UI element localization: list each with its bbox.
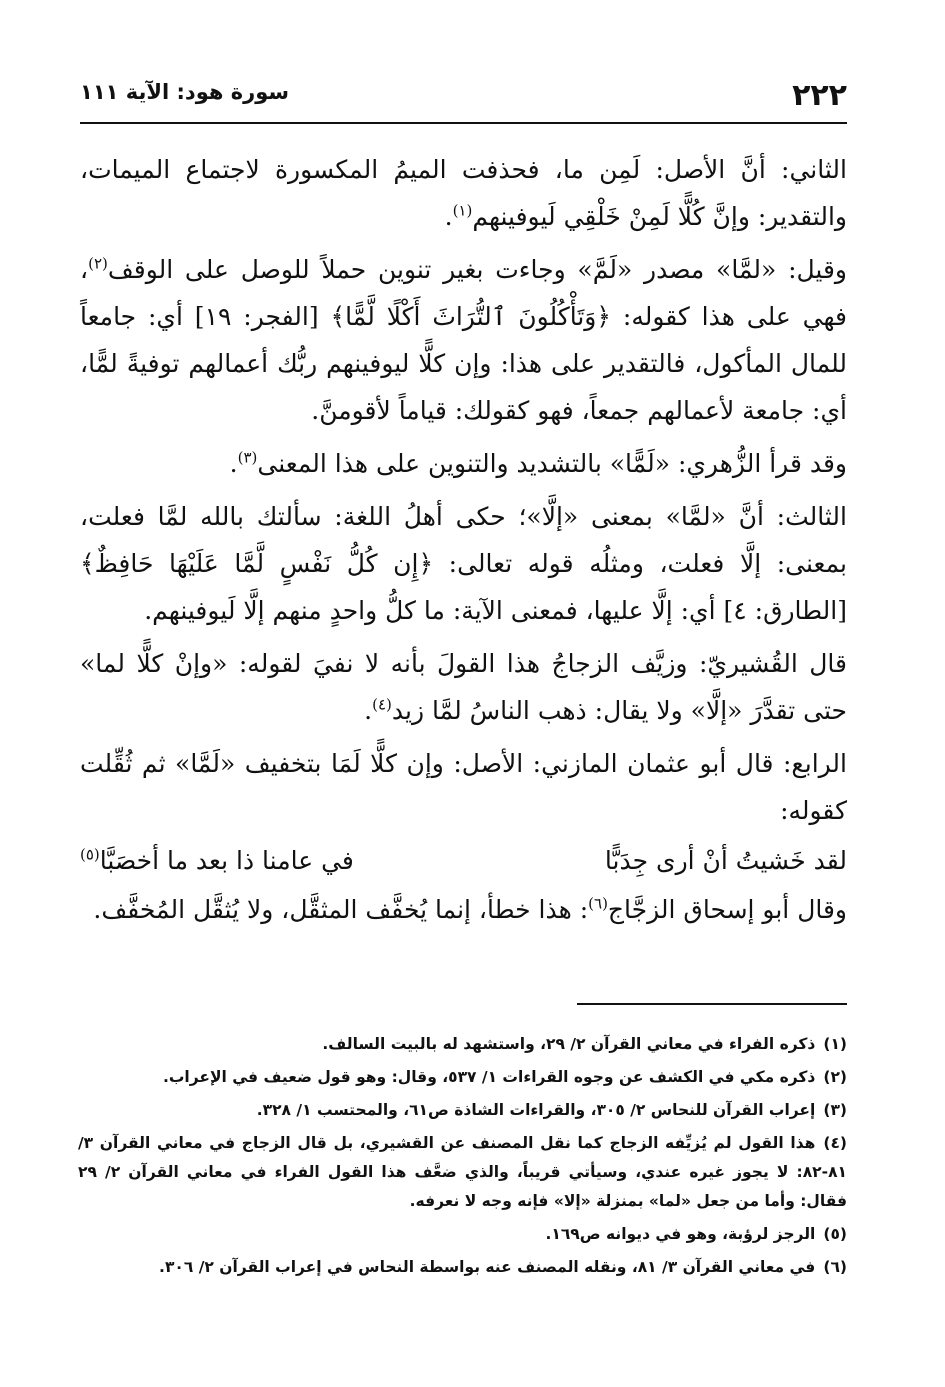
poetry-verse	[80, 836, 847, 886]
footnote-number: (١)	[823, 1035, 847, 1053]
footnote-ref[interactable]: (٦)	[588, 894, 608, 913]
paragraph-fourth: الرابع: قال أبو عثمان المازني: الأصل: وإن كلًّا لَمَا بتخفيف «لَمَّا» ثم ثُقِّلت كقوله:	[80, 749, 847, 825]
footnote-ref[interactable]: (٤)	[372, 695, 392, 714]
verse-second-hemistich: في عامنا ذا بعد ما أخصَبَّا$^{(٥)}$	[80, 845, 354, 875]
footnote-divider	[577, 1003, 847, 1005]
footnote-text: في معاني القرآن ٣/ ٨١، ونقله المصنف عنه بواسطة النحاس في إعراب القرآن ٢/ ٣٠٦.	[159, 1258, 816, 1276]
footnote-ref[interactable]: (١)	[452, 201, 473, 220]
paragraph-second: الثاني: أنَّ الأصل: لَمِن ما، فحذفت الميمُ المكسورة لاجتماع الميمات، والتقدير: وإنَّ كُلًّا لَمِنْ خَلْقِي لَيوفينهم$^{(١)}$.	[80, 155, 847, 231]
main-text	[80, 146, 847, 933]
footnote-2	[78, 1063, 847, 1092]
footnote-ref[interactable]: (٢)	[88, 254, 108, 273]
paragraph-third: الثالث: أنَّ «لمَّا» بمعنى «إلَّا»؛ حكى أهلُ اللغة: سألتك بالله لمَّا فعلت، بمعنى: إلَّا فعلت، ومثلُه قوله تعالى: ﴿إِن كُلُّ نَفْسٍ لَّمَّا عَلَيْهَا حَافِظٌ﴾ [الطارق: ٤] أي: إلَّا عليها، فمعنى الآية: ما كلُّ واحدٍ منهم إلَّا لَيوفينهم.	[80, 502, 847, 625]
footnote-ref[interactable]: (٣)	[237, 448, 258, 467]
footnote-text: ذكره مكي في الكشف عن وجوه القراءات ١/ ٥٣٧، وقال: وهو قول ضعيف في الإعراب.	[162, 1068, 816, 1086]
footnotes	[78, 1030, 847, 1286]
footnote-3	[78, 1096, 847, 1125]
running-title: سورة هود: الآية ١١١	[80, 80, 290, 104]
paragraph-zuhri: وقد قرأ الزُّهري: «لَمًّا» بالتشديد والتنوين على هذا المعنى$^{(٣)}$.	[229, 448, 847, 478]
footnote-number: (٤)	[823, 1134, 847, 1152]
footnote-1	[78, 1030, 847, 1059]
footnote-number: (٣)	[823, 1101, 847, 1119]
paragraph-masdar: وقيل: «لمَّا» مصدر «لَمَّ» وجاءت بغير تنوين حملاً للوصل على الوقف$^{(٢)}$، فهي على هذا كقوله: ﴿وَتَأْكُلُونَ ٱلتُّرَاثَ أَكْلًا لَّمًّا﴾ [الفجر: ١٩] أي: جامعاً للمال المأكول، فالتقدير على هذا: وإن كلًّا ليوفينهم ربُّك أعمالهم توفيةً لمًّا، أي: جامعة لأعمالهم جمعاً، فهو كقولك: قياماً لأقومنَّ.	[80, 254, 847, 425]
footnote-4	[78, 1129, 847, 1216]
page-header	[80, 72, 847, 124]
footnote-text: إعراب القرآن للنحاس ٢/ ٣٠٥، والقراءات الشاذة ص٦١، والمحتسب ١/ ٣٢٨.	[256, 1101, 816, 1119]
footnote-ref[interactable]: (٥)	[80, 845, 100, 864]
verse-first-hemistich: لقد خَشيتُ أنْ أرى جِدَبًّا	[604, 846, 847, 875]
footnote-text: الرجز لرؤبة، وهو في ديوانه ص١٦٩.	[545, 1225, 816, 1243]
page-number: ٢٢٢	[792, 78, 847, 113]
footnote-number: (٢)	[823, 1068, 847, 1086]
footnote-text: ذكره الفراء في معاني القرآن ٢/ ٢٩، واستشهد له بالبيت السالف.	[322, 1035, 816, 1053]
footnote-6	[78, 1253, 847, 1282]
footnote-5	[78, 1220, 847, 1249]
footnote-number: (٦)	[823, 1258, 847, 1276]
paragraph-zajjaj: وقال أبو إسحاق الزجَّاج$^{(٦)}$: هذا خطأ، إنما يُخفَّف المثقَّل، ولا يُثقَّل المُخفَّف.	[93, 894, 847, 924]
footnote-text: هذا القول لم يُزيِّفه الزجاج كما نقل المصنف عن القشيري، بل قال الزجاج في معاني القرآن ٣/ ٨١-٨٢: لا يجوز غيره عندي، وسيأتي قريباً، والذي ضعَّف هذا القول الفراء في معاني القرآن ٢/ ٢٩ فقال: وأما من جعل «لما» بمنزلة «إلا» فإنه وجه لا نعرفه.	[78, 1134, 847, 1210]
footnote-number: (٥)	[823, 1225, 847, 1243]
paragraph-qushayri: قال القُشيريّ: وزيَّف الزجاجُ هذا القولَ بأنه لا نفيَ لقوله: «وإنْ كلًّا لما» حتى تقدَّرَ «إلَّا» ولا يقال: ذهب الناسُ لمَّا زيد$^{(٤)}$.	[80, 649, 847, 725]
